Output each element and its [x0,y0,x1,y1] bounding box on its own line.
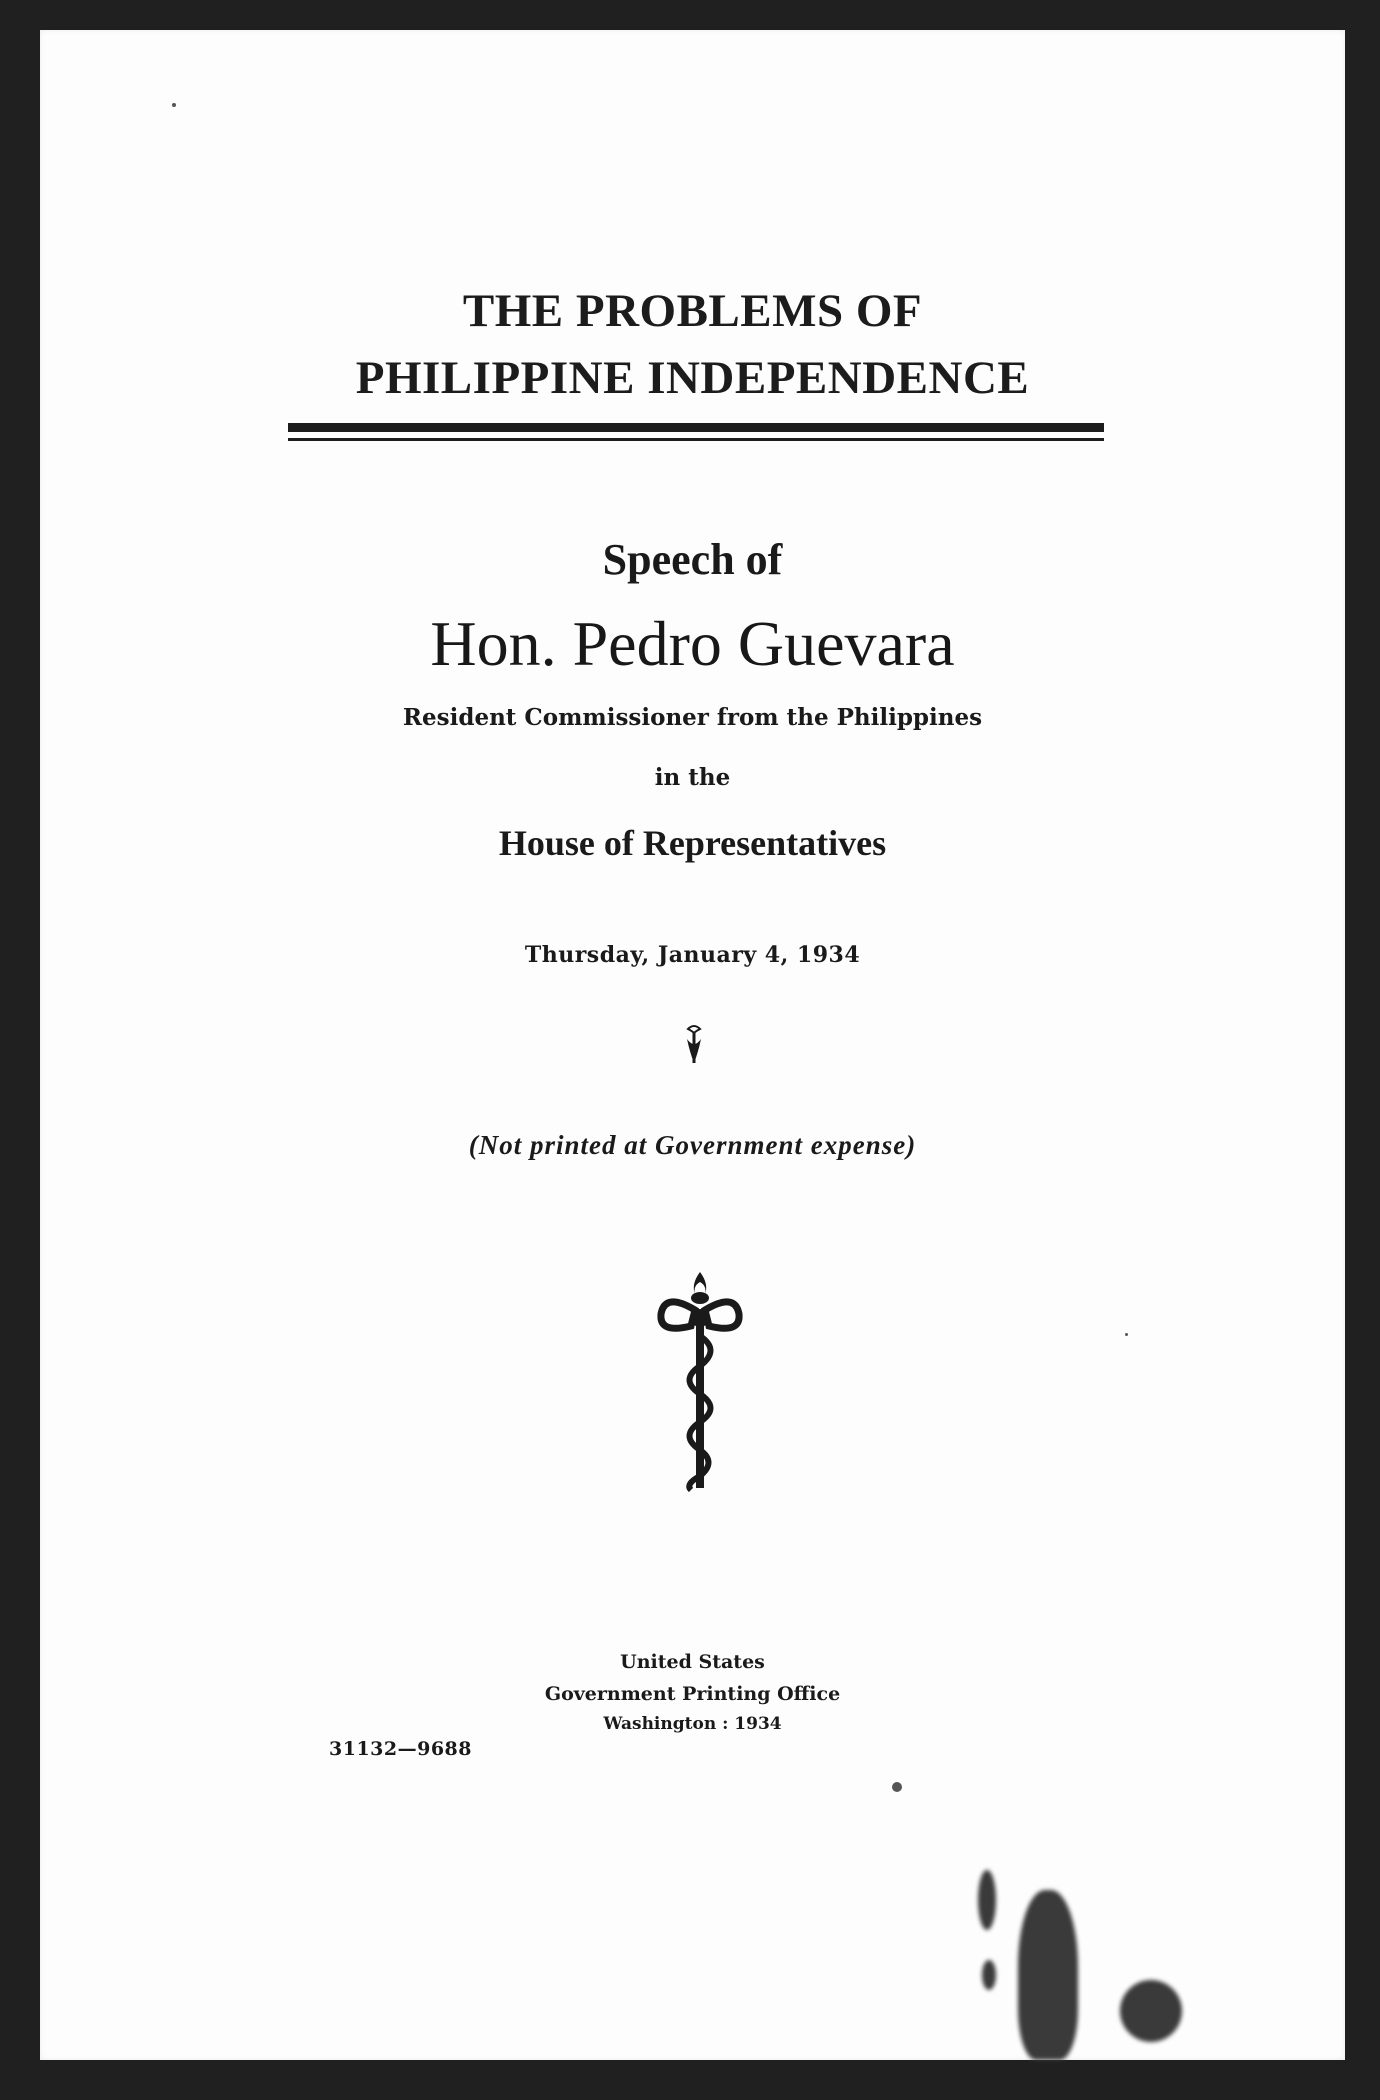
ink-blot [982,1960,996,1990]
fleuron-icon [674,1023,714,1067]
print-code: 31132—9688 [329,1738,472,1760]
ink-blot [1018,1890,1078,2060]
chamber-name: House of Representatives [498,823,887,863]
in-the-label: in the [654,764,731,791]
caduceus-icon [655,1270,745,1492]
ink-blot [978,1870,996,1930]
speech-date: Thursday, January 4, 1934 [524,942,861,968]
speaker-title: Resident Commissioner from the Philippines [402,704,983,731]
ink-speck [172,103,176,107]
speech-of-label: Speech of [602,535,783,584]
printing-note: (Not printed at Government expense) [468,1130,917,1160]
document-page [40,30,1345,2060]
speaker-name: Hon. Pedro Guevara [430,608,955,679]
ink-speck [1125,1333,1128,1336]
publisher-line-3: Washington : 1934 [603,1714,782,1734]
ink-speck [892,1782,902,1792]
title-rule-thick [288,423,1104,432]
title-line-1: THE PROBLEMS OF [462,285,923,337]
ink-blot [1120,1980,1182,2042]
publisher-line-2: Government Printing Office [544,1683,841,1705]
title-rule-thin [288,438,1104,441]
publisher-line-1: United States [620,1651,765,1673]
title-line-2: PHILIPPINE INDEPENDENCE [355,352,1030,404]
